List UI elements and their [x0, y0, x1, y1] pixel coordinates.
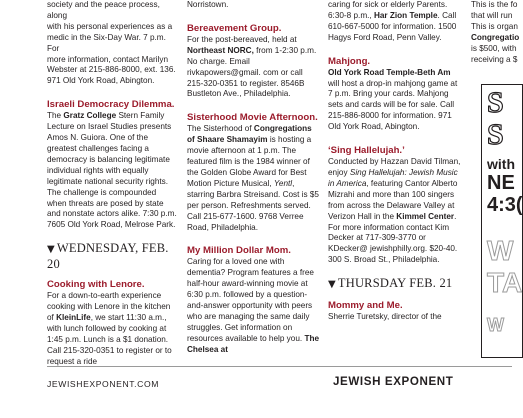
event-body-bereavement: For the post-bereaved, held at Northeast NORC, from 1-2:30 p.m. No charge. Email rivkapowers@gmail. com or call 215-320-0351 to register. 8546B Bustleton Ave., Philadelphia.	[187, 34, 317, 99]
text-line: receiving a $	[471, 54, 518, 64]
triangle-down-icon: ▼	[328, 279, 336, 291]
text-line: 971 Old York Road, Abington.	[47, 76, 155, 86]
text-line: Norristown.	[187, 0, 229, 9]
event-body-million-dollar-mom: Caring for a loved one with dementia? Program features a free half-hour award-winning movie at 6:30 p.m. followed by a question-and-answer opportunity with peers who are managing the same daily struggles. Get information on resources available to help you. The Chelsea at	[187, 257, 319, 354]
footer-divider	[47, 366, 512, 367]
event-title-mommy-and-me: Mommy and Me.	[328, 300, 403, 312]
event-title-million-dollar-mom: My Million Dollar Mom.	[187, 245, 291, 257]
column-3	[328, 0, 462, 323]
column-2	[187, 0, 320, 356]
text-line: is $500, with	[471, 43, 517, 53]
event-body-israeli-democracy: The Gratz College Stern Family Lecture on Israel Studies presents Amos N. Guiora. One of the greatest challenges facing a democracy is balancing legitimate individual rights with equally legitimate national security rights. The challenge is compounded when threats are posed by state and nonstate actors alike. 7:30 p.m. 7605 Old York Road, Melrose Park.	[47, 111, 177, 230]
advertisement	[481, 84, 523, 358]
event-title-mahjong: Mahjong.	[328, 55, 371, 67]
text-line: society and the peace process, along	[47, 0, 160, 20]
event-title-sisterhood-movie: Sisterhood Movie Afternoon.	[187, 112, 318, 124]
event-title-israeli-democracy: Israeli Democracy Dilemma.	[47, 99, 175, 111]
footer-masthead: JEWISH EXPONENT	[333, 375, 454, 388]
event-body-mahjong: Old York Road Temple-Beth Am will host a drop-in mahjong game at 7 p.m. Bring your cards. Mahjong sets and cards will be for sale. Call 215-886-8000 for information. 971 Old York Road, Abington.	[328, 67, 458, 132]
footer-website: JEWISHEXPONENT.COM	[47, 379, 160, 389]
ad-gray-text: W	[487, 315, 504, 335]
text-line: medic in the Six-Day War. 7 p.m. For	[47, 32, 166, 53]
event-title-cooking: Cooking with Lenore.	[47, 279, 145, 291]
ad-text-time: 4:3(	[487, 194, 523, 216]
event-title-bereavement: Bereavement Group.	[187, 22, 282, 34]
text-line: Webster at 215-886-8000, ext. 136.	[47, 65, 176, 75]
ad-headline-letter: S	[487, 86, 504, 119]
ad-headline-letter: S	[487, 118, 504, 151]
text-line: that will run	[471, 10, 513, 20]
date-heading-wednesday: ▼ WEDNESDAY, FEB. 20	[47, 241, 169, 272]
text-block: 6:30-8 p.m., Har Zion Temple. Call 610-667-5000 for information. 1500 Hagys Ford Road, Penn Valley.	[328, 10, 457, 42]
ad-gray-text: W	[487, 235, 514, 266]
event-body-cooking: For a down-to-earth experience cooking with Lenore in the kitchen of KleinLife, we start 11:30 a.m., with lunch followed by cooking at 1:45 p.m. Lunch is a $1 donation. Call 215-320-0351 to register or to request a ride	[47, 291, 172, 366]
event-body-mommy-and-me: Sherrie Turetsky, director of the	[328, 312, 442, 322]
text-line: This is the fo	[471, 0, 518, 9]
event-body-sing-hallelujah: Conducted by Hazzan David Tilman, enjoy Sing Hallelujah: Jewish Music in America, featuring Cantor Alberto Mizrahi and more than 100 singers from across the Delaware Valley at Verizon Hall in the Kimmel Center. For more information contact Kim Decker at 717-309-3770 or KDecker@ jewishphilly.org. $20-40. 300 S. Broad St., Philadelphia.	[328, 157, 461, 265]
ad-text-ne: NE	[487, 172, 515, 194]
triangle-down-icon: ▼	[47, 244, 55, 256]
text-line: Congregatio	[471, 32, 520, 42]
date-heading-thursday: ▼ THURSDAY FEB. 21	[328, 276, 453, 291]
text-line: This is organ	[471, 21, 518, 31]
text-line: caring for sick or elderly Parents.	[328, 0, 448, 9]
ad-gray-text: TA	[487, 267, 523, 298]
column-1	[47, 0, 178, 368]
ad-text-with: with	[487, 156, 515, 172]
column-4-partial	[471, 0, 520, 65]
text-line: more information, contact Marilyn	[47, 54, 169, 64]
event-body-sisterhood-movie: The Sisterhood of Congregations of Shaare Shamayim is hosting a movie afternoon at 1 p.m. The featured film is the 1984 winner of the Golden Globe Award for Best Motion Picture Musical, Yentl, starring Barbra Streisand. Cost is $5 per person. Refreshments served. Call 215-677-1600. 9768 Verree Road, Philadelphia.	[187, 124, 319, 232]
text-line: with his personal experiences as a	[47, 21, 173, 31]
event-title-sing-hallelujah: ‘Sing Hallelujah.’	[328, 145, 405, 157]
